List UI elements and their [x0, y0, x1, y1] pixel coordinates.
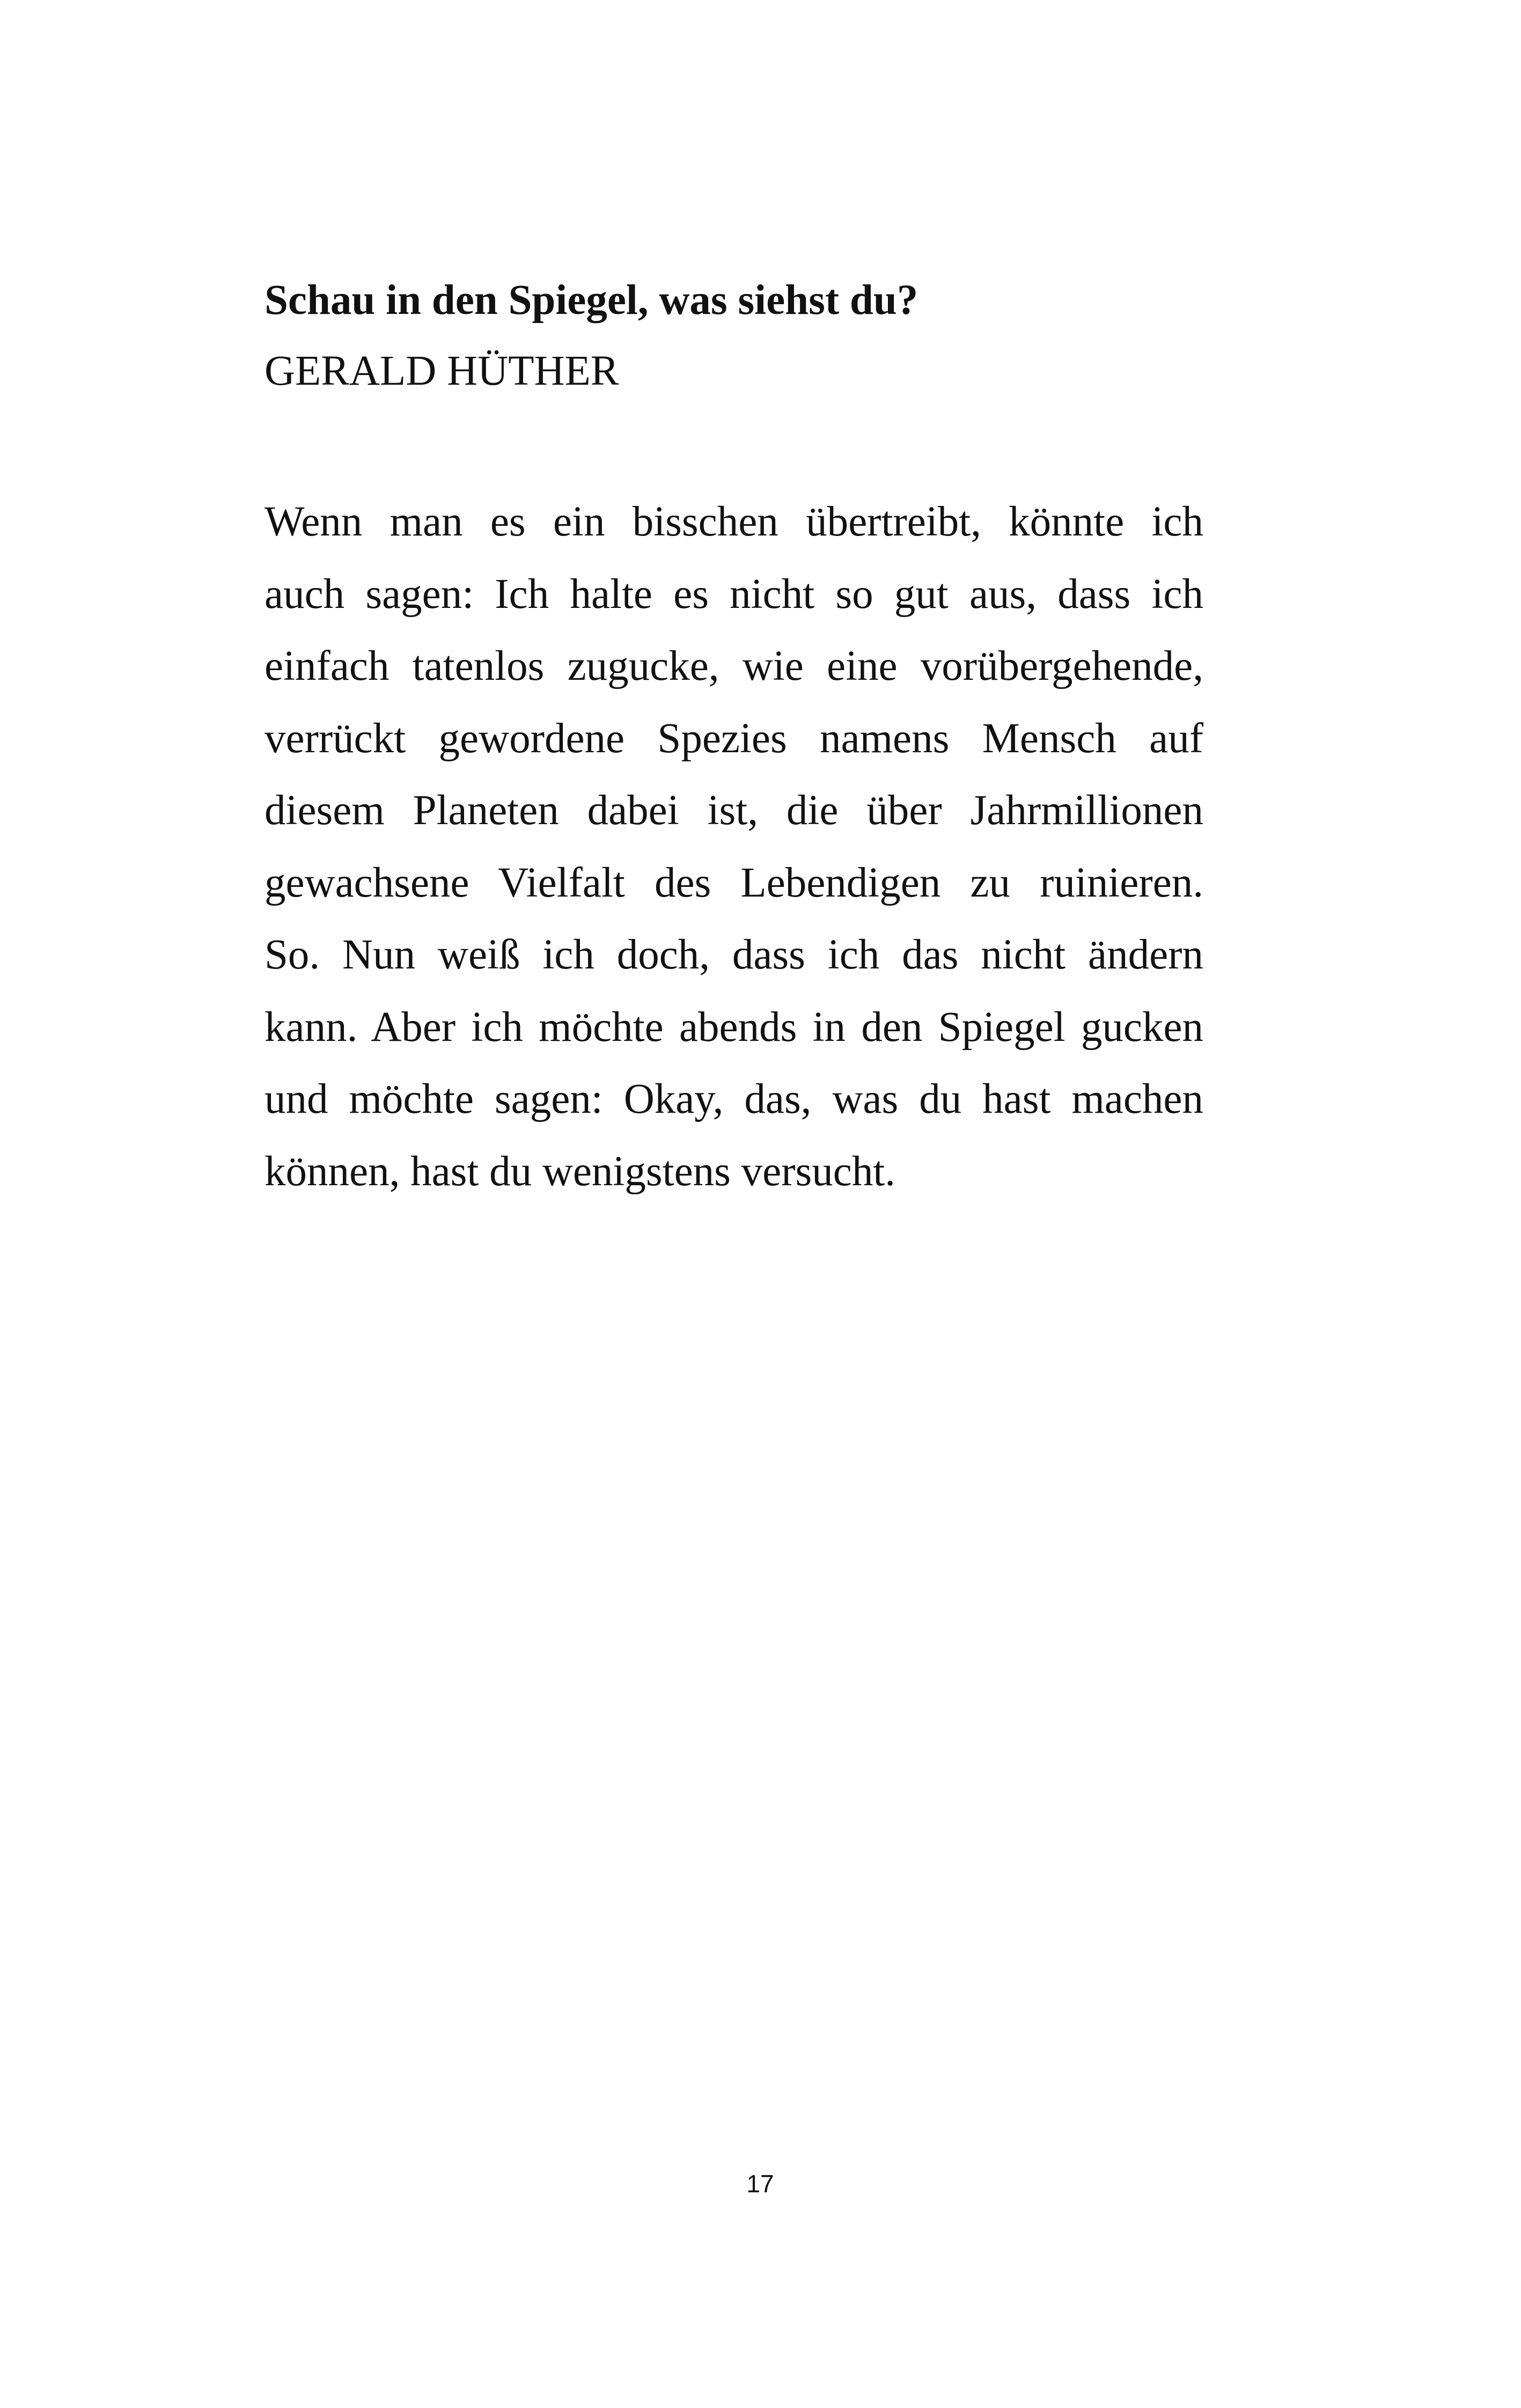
body-line: auch sagen: Ich halte es nicht so gut aus, dass ich [264, 570, 1203, 618]
body-line: können, hast du wenigstens versucht. [264, 1148, 896, 1195]
body-line: diesem Planeten dabei ist, die über Jahrmillionen [264, 787, 1203, 834]
body-line: Wenn man es ein bisschen übertreibt, könnte ich [264, 498, 1203, 545]
body-line: einfach tatenlos zugucke, wie eine vorübergehende, [264, 643, 1203, 689]
page-number: 17 [746, 2170, 774, 2198]
body-paragraph [264, 486, 1203, 1208]
essay-title: Schau in den Spiegel, was siehst du? [264, 277, 919, 324]
body-line: kann. Aber ich möchte abends in den Spiegel gucken [264, 1003, 1203, 1051]
body-line: gewachsene Vielfalt des Lebendigen zu ruinieren. [264, 859, 1203, 906]
body-line: So. Nun weiß ich doch, dass ich das nicht ändern [264, 931, 1203, 978]
body-line: verrückt gewordene Spezies namens Mensch auf [264, 715, 1203, 762]
essay-author: GERALD HÜTHER [264, 348, 619, 394]
body-line: und möchte sagen: Okay, das, was du hast machen [264, 1076, 1203, 1122]
